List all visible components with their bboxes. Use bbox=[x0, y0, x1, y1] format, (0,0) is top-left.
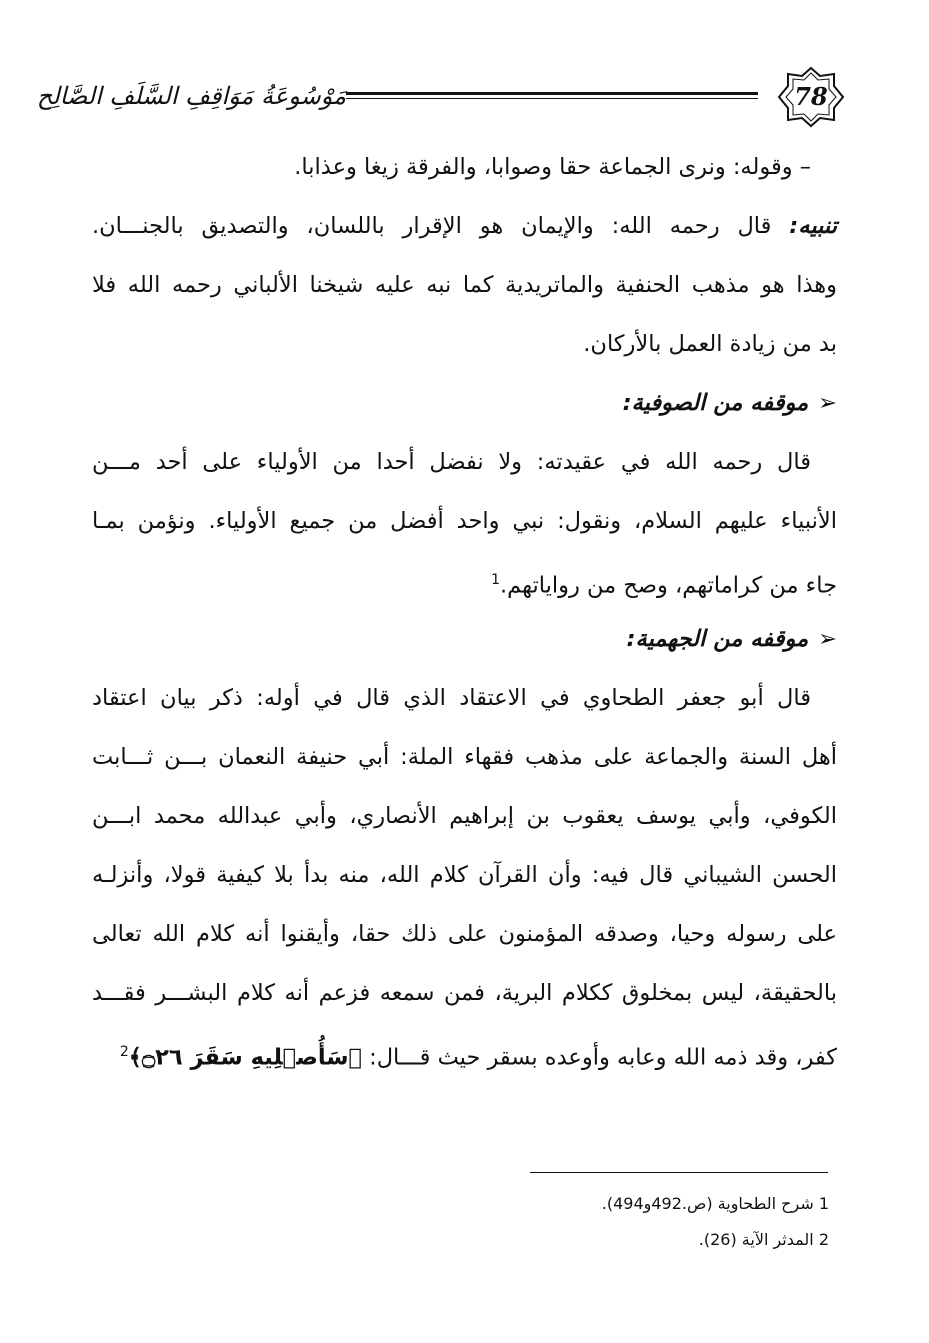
text-line: وهذا هو مذهب الحنفية والماتريدية كما نبه عليه شيخنا الألباني رحمه الله فلا bbox=[92, 272, 837, 298]
text-line: الأنبياء عليهم السلام، ونقول: نبي واحد أفضل من جميع الأولياء. ونؤمن بمـا bbox=[92, 508, 837, 534]
text-line: كفر، وقد ذمه الله وعابه وأوعده بسقر حيث قـــال: ﴿سَأُصۡلِيهِ سَقَرَ ۝٢٦﴾$^2$ bbox=[119, 1044, 837, 1071]
text-line: أهل السنة والجماعة على مذهب فقهاء الملة: أبي حنيفة النعمان بـــن ثـــابت bbox=[92, 744, 837, 770]
header-rule bbox=[346, 92, 758, 95]
quran-verse: ﴿سَأُصۡلِيهِ سَقَرَ ۝٢٦﴾ bbox=[128, 1044, 362, 1071]
text-line: جاء من كراماتهم، وصح من رواياتهم.$^1$ bbox=[491, 572, 837, 599]
text-line: بالحقيقة، ليس بمخلوق ككلام البرية، فمن سمعه فزعم أنه كلام البشـــر فقـــد bbox=[92, 980, 837, 1006]
text-line: على رسوله وحيا، وصدقه المؤمنون على ذلك حقا، وأيقنوا أنه كلام الله تعالى bbox=[92, 921, 837, 947]
footnote-separator bbox=[530, 1172, 828, 1173]
footnote: 1 شرح الطحاوية (ص.492و494). bbox=[601, 1194, 829, 1213]
text-line: تنبيه: قال رحمه الله: والإيمان هو الإقرار باللسان، والتصديق بالجنـــان. bbox=[92, 213, 837, 239]
tanbih-label: تنبيه: bbox=[789, 213, 837, 239]
footnote-mark: 1 bbox=[491, 572, 501, 588]
header-rule-thin bbox=[346, 98, 758, 99]
main-text bbox=[92, 138, 837, 1082]
text-line: بد من زيادة العمل بالأركان. bbox=[583, 331, 837, 357]
section-heading: ➢موقفه من الصوفية: bbox=[622, 390, 837, 416]
text-line: قال رحمه الله في عقيدته: ولا نفضل أحدا من الأولياء على أحد مـــن bbox=[92, 449, 811, 475]
series-title: مَوْسُوعَةُ مَوَاقِفِ السَّلَفِ الصَّالِح bbox=[36, 82, 346, 110]
footnote: 2 المدثر الآية (26). bbox=[698, 1230, 829, 1249]
section-heading: ➢موقفه من الجهمية: bbox=[626, 626, 837, 652]
page-number: 78 bbox=[794, 82, 828, 111]
page-header bbox=[36, 66, 846, 132]
text-line: – وقوله: ونرى الجماعة حقا وصوابا، والفرقة زيغا وعذابا. bbox=[294, 154, 811, 180]
text-line: قال أبو جعفر الطحاوي في الاعتقاد الذي قال في أوله: ذكر بيان اعتقاد bbox=[92, 685, 811, 711]
text-line: الكوفي، وأبي يوسف يعقوب بن إبراهيم الأنصاري، وأبي عبدالله محمد ابـــن bbox=[92, 803, 837, 829]
arrow-bullet-icon: ➢ bbox=[818, 626, 837, 652]
arrow-bullet-icon: ➢ bbox=[818, 390, 837, 416]
footnotes bbox=[409, 1186, 829, 1258]
footnote-mark: 2 bbox=[119, 1044, 129, 1060]
text-line: الحسن الشيباني قال فيه: وأن القرآن كلام الله، منه بدأ بلا كيفية قولا، وأنزلـه bbox=[92, 862, 837, 888]
